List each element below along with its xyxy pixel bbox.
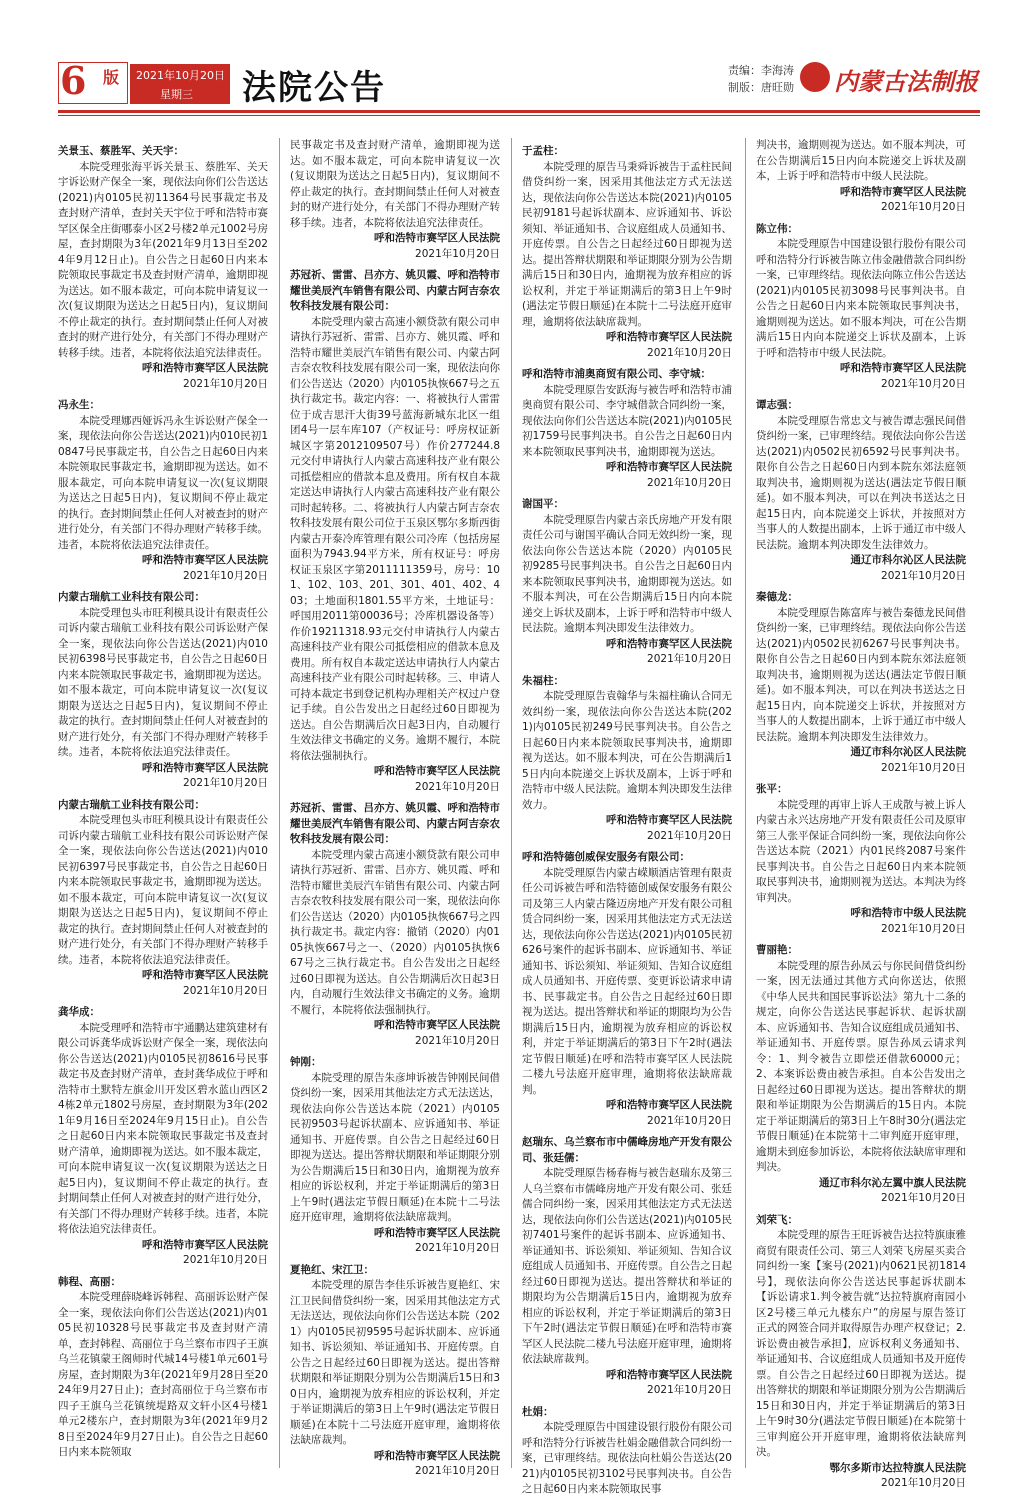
notice-body: 本院受理张海平诉关景玉、蔡胜军、关天宇诉讼财产保全一案，现依法向你们公告送达(2021)内0105民初11364号民事裁定书及查封财产清单，查封关天宇位于呼和浩特市赛罕区保全庄街哪泰小区2号楼2单元1002号房屋，查封期限为3年(2021年9月13日至2024年9月12日止)。自公告之日起60日内来本院领取民事裁定书及查封财产清单，逾期即视为送达。如不服本裁定，可向本院申请复议一次(复议期限为送达之日起5日内)，复议期间不停止裁定的执行。查封期间禁止任何人对被查封的财产进行处分，有关部门不得办理财产转移手续。违者，本院将依法追究法律责任。 bbox=[58, 160, 268, 359]
notice-body: 本院受理包头市旺利模具设计有限责任公司诉内蒙古瑞航工业科技有限公司诉讼财产保全一案，现依法向你公告送达(2021)内010民初6398号民事裁定书，自公告之日起60日内来本院领取民事裁定书，逾期即视为送达。如不服本裁定，可向本院申请复议一次(复议期限为送达之日起5日内)，复议期间不停止裁定的执行。查封期间禁止任何人对被查封的财产进行处分，有关部门不得办理财产转移手续。违者，本院将依法追究法律责任。 bbox=[58, 606, 268, 758]
notice-body: 本院受理的原告马秉舜诉被告于孟柱民间借贷纠纷一案，因采用其他法定方式无法送达，现依法向你公告送达本院(2021)内0105民初9181号起诉状副本、应诉通知书、诉讼须知、举证通知书、合议庭组成人员通知书、开庭传票。自公告之日起经过60日即视为送达。提出答辩状期限和举证期限分别为公告期满后15日和30日内，逾期视为放弃相应的诉讼权利，并定于举证期满后的第3日上午9时(遇法定节假日顺延)在本院十二号法庭开庭审理，逾期将依法缺席裁判。 bbox=[522, 160, 732, 328]
notice bbox=[58, 1275, 268, 1461]
notice-body: 本院受理薛晓峰诉韩程、高丽诉讼财产保全一案，现依法向你们公告送达(2021)内0105民初10328号民事裁定书及查封财产清单，查封韩程、高丽位于乌兰察布市四子王旗乌兰花镇蒙王阁师时代城14号楼1单元601号房屋，查封期限为3年(2021年9月28日至2024年9月27日止)；查封高丽位于乌兰察布市四子王旗乌兰花镇统堤路双文轩小区4号楼1单元2楼东户，查封期限为3年(2021年9月28日至2024年9月27日止)。自公告之日起60日内来本院领取 bbox=[58, 1291, 268, 1458]
notice bbox=[522, 497, 732, 668]
notice-addressee: 秦德龙： bbox=[756, 591, 798, 603]
notice bbox=[58, 398, 268, 584]
notice-date: 2021年10月20日 bbox=[183, 777, 268, 789]
notice-addressee: 苏冠祈、雷雷、吕亦方、姚贝霞、呼和浩特市耀世美辰汽车销售有限公司、内蒙古阿吉奈农牧科技发展有限公司： bbox=[290, 269, 500, 312]
notice-court: 呼和浩特市赛罕区人民法院 bbox=[606, 331, 732, 343]
section-title: 法院公告 bbox=[242, 68, 386, 108]
notice-body: 本院受理原告内蒙古亲氏房地产开发有限责任公司与谢国平确认合同无效纠纷一案，现依法向你公告送达本院（2020）内0105民初9285号民事判决书。自公告之日起60日内来本院领取民事判决书，逾期即视为送达。如不服本判决，可在公告期满后15日内向本院递交上诉状及副本，上诉于呼和浩特市中级人民法院。逾期本判决即发生法律效力。 bbox=[522, 513, 732, 634]
notice-body-continued: 民事裁定书及查封财产清单，逾期即视为送达。如不服本裁定，可向本院申请复议一次(复议期限为送达之日起5日内)，复议期间不停止裁定的执行。查封期间禁止任何人对被查封的财产进行处分，有关部门不得办理财产转移手续。违者，本院将依法追究法律责任。 bbox=[290, 139, 500, 229]
issue-weekday: 星期三 bbox=[160, 88, 193, 101]
notice-body: 本院受理原告杨春梅与被告赵瑞东及第三人乌兰察布市儒峰房地产开发有限公司、张廷儒合同纠纷一案，因采用其他法定方式无法送达，现依法向你们公告送达(2021)内0105民初7401号案件的起诉书副本、应诉通知书、举证通知书、诉讼须知、举证须知、告知合议庭组成人员通知书、开庭传票。自公告之日起经过60日即视为送达。提出答辩状和举证的期限均为公告期满后15日内，逾期视为放弃相应的诉讼权利，并定于举证期满后的第3日下午2时(遇法定节假日顺延)在呼和浩特市赛罕区人民法院二楼九号法庭开庭审理，逾期将依法缺席裁判。 bbox=[522, 1167, 732, 1365]
notice-addressee: 呼和浩特德创威保安服务有限公司： bbox=[522, 851, 690, 863]
notice-date: 2021年10月20日 bbox=[647, 1114, 732, 1127]
notice-addressee: 朱福柱： bbox=[522, 674, 564, 687]
notice bbox=[58, 798, 268, 1000]
notice-date: 2021年10月20日 bbox=[415, 1242, 500, 1254]
notice-court: 通辽市科尔沁区人民法院 bbox=[850, 746, 966, 758]
notice-court: 呼和浩特市赛罕区人民法院 bbox=[142, 969, 268, 981]
column-divider bbox=[279, 138, 280, 1468]
notice-body: 本院受理的原告朱彦坤诉被告钟刚民间借贷纠纷一案，因采用其他法定方式无法送达，现依法向你公告送达本院（2021）内0105民初9503号起诉状副本、应诉通知书、举证通知书、开庭传票。自公告之日起经过60日即视为送达。提出答辩状期限和举证期限分别为公告期满后15日和30日内，逾期视为放弃相应的诉讼权利，并定于举证期满后的第3日上午9时(遇法定节假日顺延)在本院十二号法庭开庭审理，逾期将依法缺席裁判。 bbox=[290, 1071, 500, 1223]
notice-date: 2021年10月20日 bbox=[183, 377, 268, 390]
notice-date: 2021年10月20日 bbox=[647, 1384, 732, 1396]
notice-date: 2021年10月20日 bbox=[415, 780, 500, 793]
column-divider bbox=[511, 138, 512, 1468]
notice-court: 呼和浩特市赛罕区人民法院 bbox=[606, 1368, 732, 1381]
notice-date: 2021年10月20日 bbox=[881, 761, 966, 774]
notice bbox=[756, 138, 966, 216]
notice-addressee: 钟刚： bbox=[290, 1056, 322, 1068]
notice-court: 呼和浩特市赛罕区人民法院 bbox=[142, 554, 268, 566]
page-header bbox=[0, 0, 1024, 120]
notice-body: 本院受理的原告孙凤云与你民间借贷纠纷一案，因无法通过其他方式向你送达，依照《中华人民共和国民事诉讼法》第九十二条的规定，向你公告送达民事起诉状、起诉状副本、应诉通知书、告知合议庭组成员通知书、举证通知书、开庭传票。原告孙凤云请求判令：1、判令被告立即偿还借款60000元；2、本案诉讼费由被告承担。自本公告发出之日起经过60日即视为送达。提出答辩状的期限和举证期限为公告期满后的15日内。本院定于举证期满后的第3日上午8时30分(遇法定节假日顺延)在本院第十二审判庭开庭审理，逾期未到庭参加诉讼，本院将依法缺席审理和判决。 bbox=[756, 959, 966, 1173]
notice-body-continued: 判决书，逾期则视为送达。如不服本判决，可在公告期满后15日内向本院递交上诉状及副本，上诉于呼和浩特市中级人民法院。 bbox=[756, 139, 966, 182]
editor-credits bbox=[728, 62, 794, 96]
notice-court: 通辽市科尔沁区人民法院 bbox=[850, 554, 966, 566]
notice-body: 本院受理娜西娅诉冯永生诉讼财产保全一案，现依法向你公告送达(2021)内010民初10847号民事裁定书，自公告之日起60日内来本院领取民事裁定书，逾期即视为送达。如不服本裁定，可向本院申请复议一次(复议期限为送达之日起5日内)，复议期间不停止裁定的执行。查封期间禁止任何人对被查封的财产进行处分，有关部门不得办理财产转移手续。违者，本院将依法追究法律责任。 bbox=[58, 414, 268, 551]
notice bbox=[522, 674, 732, 845]
header-rule-thin bbox=[58, 115, 980, 116]
notice-court: 呼和浩特市赛罕区人民法院 bbox=[606, 461, 732, 473]
notice-body: 本院受理原告常忠文与被告谭志强民间借贷纠纷一案，已审理终结。现依法向你公告送达(2021)内0502民初6592号民事判决书。限你自公告之日起60日内到本院东郊法庭领取判决书，逾期则视为送达(遇法定节假日顺延)。如不服本判决，可以在判决书送达之日起15日内，向本院递交上诉状，并按照对方当事人的人数提出副本，上诉于通辽市中级人民法院。逾期本判决即发生法律效力。 bbox=[756, 414, 966, 551]
notice bbox=[756, 1213, 966, 1492]
notice-date: 2021年10月20日 bbox=[881, 922, 966, 935]
notice bbox=[522, 367, 732, 491]
notice-date: 2021年10月20日 bbox=[881, 1477, 966, 1489]
notice-body: 本院受理原告安跃海与被告呼和浩特市浦奥商贸有限公司、李守城借款合同纠纷一案，现依法向你们公告送达本院(2021)内0105民初1759号民事判决书。自公告之日起60日内来本院领取民事判决书，逾期即视为送达。 bbox=[522, 383, 732, 458]
notice-date: 2021年10月20日 bbox=[647, 346, 732, 359]
notice-date: 2021年10月20日 bbox=[881, 377, 966, 390]
logo-emblem-icon bbox=[800, 62, 830, 92]
notice bbox=[756, 590, 966, 776]
notice-addressee: 谢国平： bbox=[522, 498, 564, 510]
newspaper-logo bbox=[800, 60, 990, 96]
notice-body: 本院受理的原告李佳乐诉被告夏艳红、宋江卫民间借贷纠纷一案，因采用其他法定方式无法送达，现依法向你们公告送达本院（2021）内0105民初9595号起诉状副本、应诉通知书、诉讼须知、举证通知书、开庭传票。自公告之日起经过60日即视为送达。提出答辩状期限和举证期限分别为公告期满后15日和30日内，逾期视为放弃相应的诉讼权利，并定于举证期满后的第3日上午9时(遇法定节假日顺延)在本院十二号法庭开庭审理，逾期将依法缺席裁判。 bbox=[290, 1279, 500, 1446]
notice-addressee: 韩程、高丽： bbox=[58, 1275, 121, 1288]
notice bbox=[290, 1055, 500, 1257]
notice bbox=[290, 268, 500, 795]
notice bbox=[522, 1405, 732, 1498]
notice-body: 本院受理的原告王旺诉被告达拉特旗康雅商贸有限责任公司、第三人刘荣飞房屋买卖合同纠纷一案【案号(2021)内0621民初1814号】，现依法向你公告送达民事起诉状副本【诉讼请求1.判令被告就“达拉特旗府南园小区2号楼三单元九楼东户”的房屋与原告签订正式的网签合同并取得原告办理产权登记；2.诉讼费由被告承担】，应诉权利义务通知书、举证通知书、合议庭组成人员通知书及开庭传票。自公告之日起经过60日即视为送达。提出答辩状的期限和举证期限分别为公告期满后15日和30日内，并定于举证期满后的第3日上午9时30分(遇法定节假日顺延)在本院第十三审判庭公开开庭审理，逾期将依法缺席判决。 bbox=[756, 1229, 966, 1458]
notice-addressee: 冯永生： bbox=[58, 399, 100, 411]
notice bbox=[522, 850, 732, 1129]
notice-body: 本院受理内蒙古高速小额贷款有限公司申请执行苏冠祈、雷雷、吕亦方、姚贝霞、呼和浩特市耀世美辰汽车销售有限公司、内蒙古阿吉奈农牧科技发展有限公司一案，现依法向你们公告送达（2020）内0105执恢667号之四执行裁定书。裁定内容：撤销（2020）内0105执恢667号之一、（2020）内0105执恢667号之三执行裁定书。自公告发出之日起经过60日即视为送达。自公告期满后次日起3日内，自动履行生效法律文书确定的义务。逾期不履行，本院将依法强制执行。 bbox=[290, 848, 500, 1016]
notice-addressee: 关景玉、蔡胜军、关天宇： bbox=[58, 145, 184, 157]
notice-court: 呼和浩特市赛罕区人民法院 bbox=[374, 1449, 500, 1462]
issue-date: 2021年10月20日 bbox=[136, 69, 225, 82]
column-3 bbox=[522, 138, 732, 1495]
notice-court: 呼和浩特市赛罕区人民法院 bbox=[606, 814, 732, 826]
notice-body: 本院受理包头市旺利模具设计有限责任公司诉内蒙古瑞航工业科技有限公司诉讼财产保全一案，现依法向你公告送达(2021)内010民初6397号民事裁定书，自公告之日起60日内来本院领取民事裁定书，逾期即视为送达。如不服本裁定，可向本院申请复议一次(复议期限为送达之日起5日内)，复议期间不停止裁定的执行。查封期间禁止任何人对被查封的财产进行处分，有关部门不得办理财产转移手续。违者，本院将依法追究法律责任。 bbox=[58, 814, 268, 966]
notice-body: 本院受理呼和浩特市宇通鹏达建筑建材有限公司诉龚华成诉讼财产保全一案，现依法向你公告送达(2021)内0105民初8616号民事裁定书及查封财产清单，查封龚华成位于呼和浩特市土默特左旗金川开发区碧水蓝山西区24栋2单元1802号房屋，查封期限为3年(2021年9月16日至2024年9月15日止)。自公告之日起60日内来本院领取民事裁定书及查封财产清单，逾期即视为送达。如不服本裁定，可向本院申请复议一次(复议期限为送达之日起5日内)，复议期间不停止裁定的执行。查封期间禁止任何人对被查封的财产进行处分，有关部门不得办理财产转移手续。违者，本院将依法追究法律责任。 bbox=[58, 1021, 268, 1235]
notice-date: 2021年10月20日 bbox=[183, 569, 268, 582]
notice bbox=[290, 801, 500, 1049]
notice-addressee: 夏艳红、宋江卫： bbox=[290, 1263, 374, 1276]
header-rule bbox=[58, 110, 980, 113]
notice-date: 2021年10月20日 bbox=[647, 476, 732, 489]
column-2 bbox=[290, 138, 500, 1478]
notice-court: 呼和浩特市赛罕区人民法院 bbox=[374, 1019, 500, 1031]
notice bbox=[58, 590, 268, 792]
notice-court: 呼和浩特市中级人民法院 bbox=[850, 907, 966, 919]
notice-date: 2021年10月20日 bbox=[415, 1034, 500, 1047]
notice-body: 本院受理原告内蒙古嵘顺酒店管理有限责任公司诉被告呼和浩特德创威保安服务有限公司及第三人内蒙古隆迈房地产开发有限公司租赁合同纠纷一案，因采用其他法定方式无法送达，现依法向你公告送达(2021)内0105民初626号案件的起诉书副本、应诉通知书、举证通知书、诉讼须知、举证须知、告知合议庭组成人员通知书、开庭传票、变更诉讼请求申请书、民事裁定书。自公告之日起经过60日即视为送达。提出答辩状和举证的期限均为公告期满后15日内，逾期视为放弃相应的诉讼权利，并定于举证期满后的第3日下午2时(遇法定节假日顺延)在呼和浩特市赛罕区人民法院二楼九号法庭开庭审理，逾期将依法缺席裁判。 bbox=[522, 866, 732, 1096]
notice bbox=[58, 1005, 268, 1269]
notice-body: 本院受理原告中国建设银行股份有限公司呼和浩特分行诉被告陈立伟金融借款合同纠纷一案，已审理终结。现依法向陈立伟公告送达(2021)内0105民初3098号民事判决书。自公告之日起60日内来本院领取民事判决书，逾期则视为送达。如不服本判决，可在公告期满后15日内向本院递交上诉状及副本，上诉于呼和浩特市中级人民法院。 bbox=[756, 238, 966, 359]
notice-court: 通辽市科尔沁左翼中旗人民法院 bbox=[819, 1176, 966, 1189]
notice-addressee: 内蒙古瑞航工业科技有限公司： bbox=[58, 591, 205, 603]
notice-court: 鄂尔多斯市达拉特旗人民法院 bbox=[829, 1461, 966, 1474]
page-ban-label: 版 bbox=[103, 68, 120, 87]
notice-date: 2021年10月20日 bbox=[415, 1465, 500, 1477]
notice-addressee: 赵瑞东、乌兰察布市中儒峰房地产开发有限公司、张廷儒： bbox=[522, 1136, 732, 1164]
editor-line: 责编：李海涛 bbox=[728, 64, 794, 77]
notice-addressee: 张平： bbox=[756, 783, 788, 795]
notice-addressee: 龚华成： bbox=[58, 1006, 100, 1018]
notice-date: 2021年10月20日 bbox=[183, 984, 268, 997]
notice-court: 呼和浩特市赛罕区人民法院 bbox=[142, 1238, 268, 1251]
notice-addressee: 杜娟： bbox=[522, 1405, 554, 1418]
notice-court: 呼和浩特市赛罕区人民法院 bbox=[374, 1226, 500, 1239]
column-divider bbox=[745, 138, 746, 1468]
notice-court: 呼和浩特市赛罕区人民法院 bbox=[142, 761, 268, 774]
notice bbox=[756, 782, 966, 937]
notice bbox=[522, 1135, 732, 1399]
notice-court: 呼和浩特市赛罕区人民法院 bbox=[374, 765, 500, 777]
logo-text: 内蒙古法制报 bbox=[834, 67, 978, 96]
notice-addressee: 曹丽艳： bbox=[756, 944, 798, 956]
notice-addressee: 于孟柱： bbox=[522, 145, 564, 157]
notice-court: 呼和浩特市赛罕区人民法院 bbox=[606, 1099, 732, 1111]
notice-court: 呼和浩特市赛罕区人民法院 bbox=[606, 637, 732, 650]
column-1 bbox=[58, 138, 268, 1478]
notice-court: 呼和浩特市赛罕区人民法院 bbox=[142, 362, 268, 374]
notice-addressee: 内蒙古瑞航工业科技有限公司： bbox=[58, 798, 205, 811]
notice-date: 2021年10月20日 bbox=[415, 247, 500, 260]
notice-addressee: 陈立伟： bbox=[756, 222, 798, 235]
notice-court: 呼和浩特市赛罕区人民法院 bbox=[374, 232, 500, 244]
page-number: 6 bbox=[60, 58, 87, 103]
notice-date: 2021年10月20日 bbox=[881, 569, 966, 582]
notice-date: 2021年10月20日 bbox=[881, 1192, 966, 1204]
notice-addressee: 谭志强： bbox=[756, 399, 798, 411]
producer-line: 制版：唐旺勋 bbox=[728, 81, 794, 94]
notice bbox=[756, 222, 966, 393]
notice bbox=[756, 943, 966, 1207]
notice-court: 呼和浩特市赛罕区人民法院 bbox=[840, 362, 966, 374]
notice-date: 2021年10月20日 bbox=[647, 653, 732, 665]
notice bbox=[756, 398, 966, 584]
notice bbox=[522, 144, 732, 361]
notice-date: 2021年10月20日 bbox=[881, 201, 966, 213]
notice bbox=[290, 138, 500, 262]
notice bbox=[58, 144, 268, 392]
notice-body: 本院受理内蒙古高速小额贷款有限公司申请执行苏冠祈、雷雷、吕亦方、姚贝霞、呼和浩特市耀世美辰汽车销售有限公司、内蒙古阿吉奈农牧科技发展有限公司一案，现依法向你们公告送达（2020）内0105执恢667号之五执行裁定书。裁定内容：一、将被执行人雷雷位于成吉思汗大街39号蓝海新城东北区一组团4号一层车库107（产权证号：呼房权证新城区字第2012109507号）作价277244.8元交付申请执行人内蒙古高速科技产业有限公司抵偿相应的借款本息及费用。所有权自本裁定送达申请执行人内蒙古高速科技产业有限公司时起转移。二、将被执行人内蒙古阿吉奈农牧科技发展有限公司位于玉泉区鄂尔多斯西街内蒙古开泰冷库管理有限公司冷库（包括房屋面积为7943.94平方米，所有权证号：呼房权证玉泉区字第2011111359号，房号：101、102、103、201、301、401、402、403；土地面积1801.55平方米，土地证号：呼国用2011第00036号；冷库机器设备等）作价19211318.93元交付申请执行人内蒙古高速科技产业有限公司抵偿相应的借款本息及费用。所有权自本裁定送达申请执行人内蒙古高速科技产业有限公司时起转移。三、申请人可持本裁定书到登记机构办理相关产权过户登记手续。自公告发出之日起经过60日即视为送达。自公告期满后次日起3日内，自动履行生效法律文书确定的义务。逾期不履行，本院将依法强制执行。 bbox=[290, 315, 500, 762]
notice-addressee: 呼和浩特市浦奥商贸有限公司、李守城： bbox=[522, 368, 711, 380]
column-4 bbox=[756, 138, 966, 1489]
notice-addressee: 苏冠祈、雷雷、吕亦方、姚贝霞、呼和浩特市耀世美辰汽车销售有限公司、内蒙古阿吉奈农牧科技发展有限公司： bbox=[290, 802, 500, 845]
notice-body: 本院受理原告袁翰华与朱福柱确认合同无效纠纷一案，现依法向你公告送达本院(2021)内0105民初249号民事判决书。自公告之日起60日内来本院领取民事判决书，逾期即视为送达。如不服本判决，可在公告期满后15日内向本院递交上诉状及副本，上诉于呼和浩特市中级人民法院。逾期本判决即发生法律效力。 bbox=[522, 690, 732, 811]
notice-body: 本院受理原告中国建设银行股份有限公司呼和浩特分行诉被告杜娟金融借款合同纠纷一案，已审理终结。现依法向杜娟公告送达(2021)内0105民初3102号民事判决书。自公告之日起60日内来本院领取民事 bbox=[522, 1421, 732, 1495]
notice-body: 本院受理的再审上诉人王成散与被上诉人内蒙古永兴达房地产开发有限责任公司及原审第三人张平保证合同纠纷一案，现依法向你公告送达本院（2021）内01民终2087号案件民事判决书。自公告之日起60日内来本院领取民事判决书，逾期则视为送达。本判决为终审判决。 bbox=[756, 798, 966, 904]
notice-body: 本院受理原告陈富库与被告秦德龙民间借贷纠纷一案，已审理终结。现依法向你公告送达(2021)内0502民初6267号民事判决书。限你自公告之日起60日内到本院东郊法庭领取判决书，逾期则视为送达(遇法定节假日顺延)。如不服本判决，可以在判决书送达之日起15日内，向本院递交上诉状，并按照对方当事人的人数提出副本，上诉于通辽市中级人民法院。逾期本判决即发生法律效力。 bbox=[756, 606, 966, 743]
notice-date: 2021年10月20日 bbox=[647, 829, 732, 842]
notice bbox=[290, 1263, 500, 1480]
notice-addressee: 刘荣飞： bbox=[756, 1213, 798, 1226]
notice-court: 呼和浩特市赛罕区人民法院 bbox=[840, 185, 966, 198]
notice-date: 2021年10月20日 bbox=[183, 1254, 268, 1266]
